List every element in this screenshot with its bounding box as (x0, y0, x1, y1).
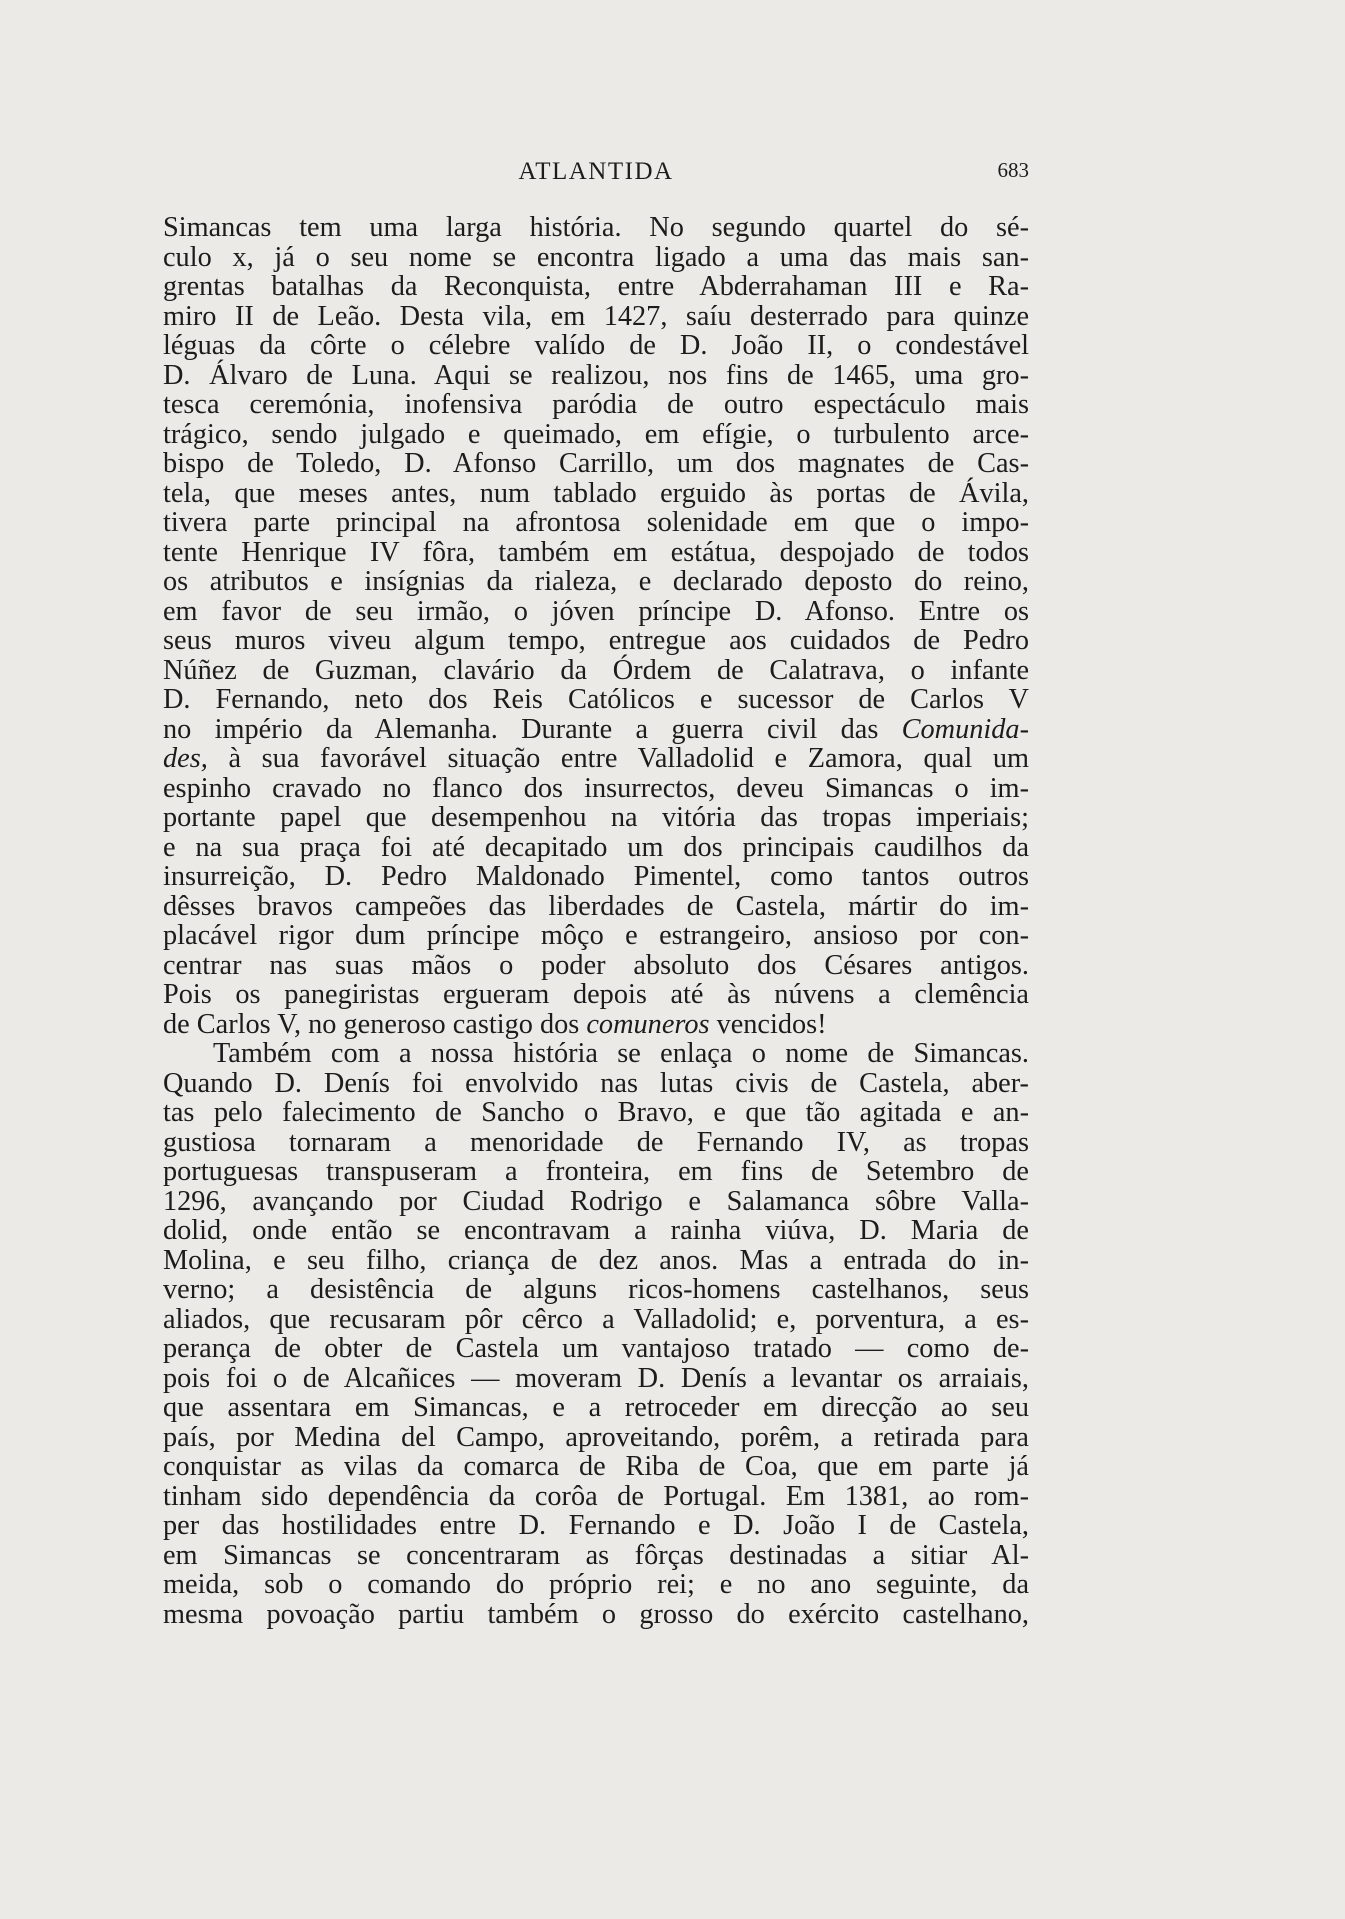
text-line: e na sua praça foi até decapitado um dos principais caudilhos da (163, 831, 1029, 863)
text-line: aliados, que recusaram pôr cêrco a Valladolid; e, porventura, a es- (163, 1303, 1029, 1335)
text-line: bispo de Toledo, D. Afonso Carrillo, um dos magnates de Cas- (163, 448, 1029, 479)
text-line: D. Fernando, neto dos Reis Católicos e sucessor de Carlos V (163, 684, 1029, 715)
page-number: 683 (997, 158, 1029, 182)
text-line: placável rigor dum príncipe môço e estrangeiro, ansioso por con- (163, 920, 1029, 951)
text-line: conquistar as vilas da comarca de Riba de Coa, que em parte já (163, 1451, 1029, 1482)
text-line: os atributos e insígnias da rialeza, e declarado deposto do reino, (163, 566, 1029, 597)
text-line: léguas da côrte o célebre valído de D. João II, o condestável (163, 330, 1029, 361)
text-line: pois foi o de Alcañices — moveram D. Denís a levantar os arraiais, (163, 1362, 1029, 1394)
text-line: tente Henrique IV fôra, também em estátua, despojado de todos (163, 536, 1029, 568)
text-line: tinham sido dependência da corôa de Portugal. Em 1381, ao rom- (163, 1480, 1029, 1512)
text-line: culo x, já o seu nome se encontra ligado a uma das mais san- (163, 241, 1029, 273)
paragraph-start-line: Também com a nossa história se enlaça o nome de Simancas. (213, 1038, 1029, 1069)
text-line: portuguesas transpuseram a fronteira, em fins de Setembro de (163, 1156, 1029, 1187)
text-line: dêsses bravos campeões das liberdades de Castela, mártir do im- (163, 890, 1029, 922)
italic-term-comuneros: comuneros (586, 1008, 710, 1040)
text-line: dolid, onde então se encontravam a rainha viúva, D. Maria de (163, 1215, 1029, 1246)
text-line: tesca ceremónia, inofensiva paródia de outro espectáculo mais (163, 389, 1029, 420)
text-line: seus muros viveu algum tempo, entregue aos cuidados de Pedro (163, 625, 1029, 656)
running-header (163, 158, 1029, 188)
text-line: insurreição, D. Pedro Maldonado Pimentel, como tantos outros (163, 861, 1029, 892)
text-line: Quando D. Denís foi envolvido nas lutas civis de Castela, aber- (163, 1067, 1029, 1099)
text-line (163, 744, 1029, 774)
italic-term-comunidades: Comunida- (901, 713, 1029, 745)
text-segment: à sua favorável situação entre Valladolid e Zamora, qual um (207, 743, 1029, 774)
italic-term-comunidades-end: des, (163, 743, 208, 774)
text-line: espinho cravado no flanco dos insurrectos, deveu Simancas o im- (163, 772, 1029, 804)
text-line: que assentara em Simancas, e a retroceder em direcção ao seu (163, 1392, 1029, 1423)
text-line: meida, sob o comando do próprio rei; e no ano seguinte, da (163, 1569, 1029, 1600)
text-line: Simancas tem uma larga história. No segundo quartel do sé- (163, 212, 1029, 243)
text-segment: no império da Alemanha. Durante a guerra civil das (163, 713, 902, 745)
text-line: 1296, avançando por Ciudad Rodrigo e Salamanca sôbre Valla- (163, 1185, 1029, 1217)
body-text (163, 213, 1029, 1629)
text-line: centrar nas suas mãos o poder absoluto dos Césares antigos. (163, 949, 1029, 981)
text-line: verno; a desistência de alguns ricos-homens castelhanos, seus (163, 1274, 1029, 1305)
text-line: país, por Medina del Campo, aproveitando, porêm, a retirada para (163, 1421, 1029, 1453)
text-line: em favor de seu irmão, o jóven príncipe D. Afonso. Entre os (163, 595, 1029, 627)
text-line: tela, que meses antes, num tablado erguido às portas de Ávila, (163, 477, 1029, 509)
text-line: gustiosa tornaram a menoridade de Fernando IV, as tropas (163, 1126, 1029, 1158)
text-line: grentas batalhas da Reconquista, entre Abderrahaman III e Ra- (163, 271, 1029, 302)
text-line: portante papel que desempenhou na vitória das tropas imperiais; (163, 802, 1029, 833)
running-title: ATLANTIDA (518, 158, 674, 185)
text-line (163, 715, 1029, 745)
text-line: tivera parte principal na afrontosa solenidade em que o impo- (163, 507, 1029, 538)
text-line: tas pelo falecimento de Sancho o Bravo, e que tão agitada e an- (163, 1097, 1029, 1128)
text-line: Núñez de Guzman, clavário da Órdem de Calatrava, o infante (163, 654, 1029, 686)
text-line: per das hostilidades entre D. Fernando e D. João I de Castela, (163, 1510, 1029, 1541)
text-line: em Simancas se concentraram as fôrças destinadas a sitiar Al- (163, 1539, 1029, 1571)
text-line: D. Álvaro de Luna. Aqui se realizou, nos fins de 1465, uma gro- (163, 359, 1029, 391)
text-line: miro II de Leão. Desta vila, em 1427, saíu desterrado para quinze (163, 300, 1029, 332)
text-segment: de Carlos V, no generoso castigo dos (163, 1008, 587, 1040)
text-line: mesma povoação partiu também o grosso do exército castelhano, (163, 1598, 1029, 1630)
text-line: Pois os panegiristas ergueram depois até às núvens a clemência (163, 979, 1029, 1010)
text-segment: vencidos! (709, 1008, 827, 1040)
text-line (163, 1010, 1029, 1040)
text-line: Molina, e seu filho, criança de dez anos. Mas a entrada do in- (163, 1244, 1029, 1276)
text-line: perança de obter de Castela um vantajoso tratado — como de- (163, 1333, 1029, 1364)
text-line: trágico, sendo julgado e queimado, em efígie, o turbulento arce- (163, 418, 1029, 450)
